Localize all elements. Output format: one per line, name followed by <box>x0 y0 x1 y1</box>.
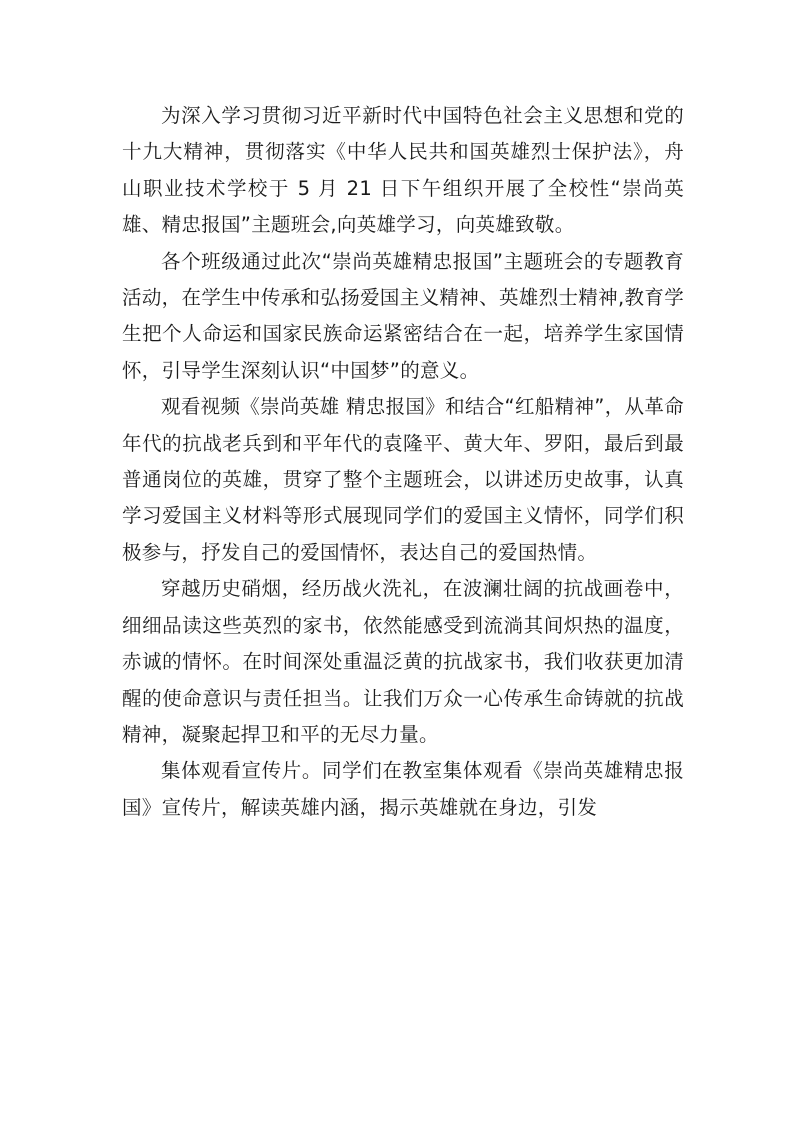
paragraph-5: 集体观看宣传片。同学们在教室集体观看《崇尚英雄精忠报国》宣传片，解读英雄内涵，揭示英雄就在身边，引发 <box>122 759 684 819</box>
document-page <box>122 98 684 826</box>
paragraph-1: 为深入学习贯彻习近平新时代中国特色社会主义思想和党的十九大精神，贯彻落实《中华人民共和国英雄烈士保护法》，舟山职业技术学校于 5 月 21 日下午组织开展了全校性“崇尚英雄、精忠报国”主题班会,向英雄学习，向英雄致敬。 <box>122 104 684 237</box>
paragraph-3: 观看视频《崇尚英雄 精忠报国》和结合“红船精神”，从革命年代的抗战老兵到和平年代的袁隆平、黄大年、罗阳，最后到最普通岗位的英雄，贯穿了整个主题班会，以讲述历史故事，认真学习爱国主义材料等形式展现同学们的爱国主义情怀，同学们积极参与，抒发自己的爱国情怀，表达自己的爱国热情。 <box>122 395 684 564</box>
paragraph-4: 穿越历史硝烟，经历战火洗礼，在波澜壮阔的抗战画卷中，细细品读这些英烈的家书，依然能感受到流淌其间炽热的温度，赤诚的情怀。在时间深处重温泛黄的抗战家书，我们收获更加清醒的使命意识与责任担当。让我们万众一心传承生命铸就的抗战精神，凝聚起捍卫和平的无尽力量。 <box>122 577 684 746</box>
paragraph-2: 各个班级通过此次“崇尚英雄精忠报国”主题班会的专题教育活动，在学生中传承和弘扬爱国主义精神、英雄烈士精神,教育学生把个人命运和国家民族命运紧密结合在一起，培养学生家国情怀，引导学生深刻认识“中国梦”的意义。 <box>122 249 684 382</box>
